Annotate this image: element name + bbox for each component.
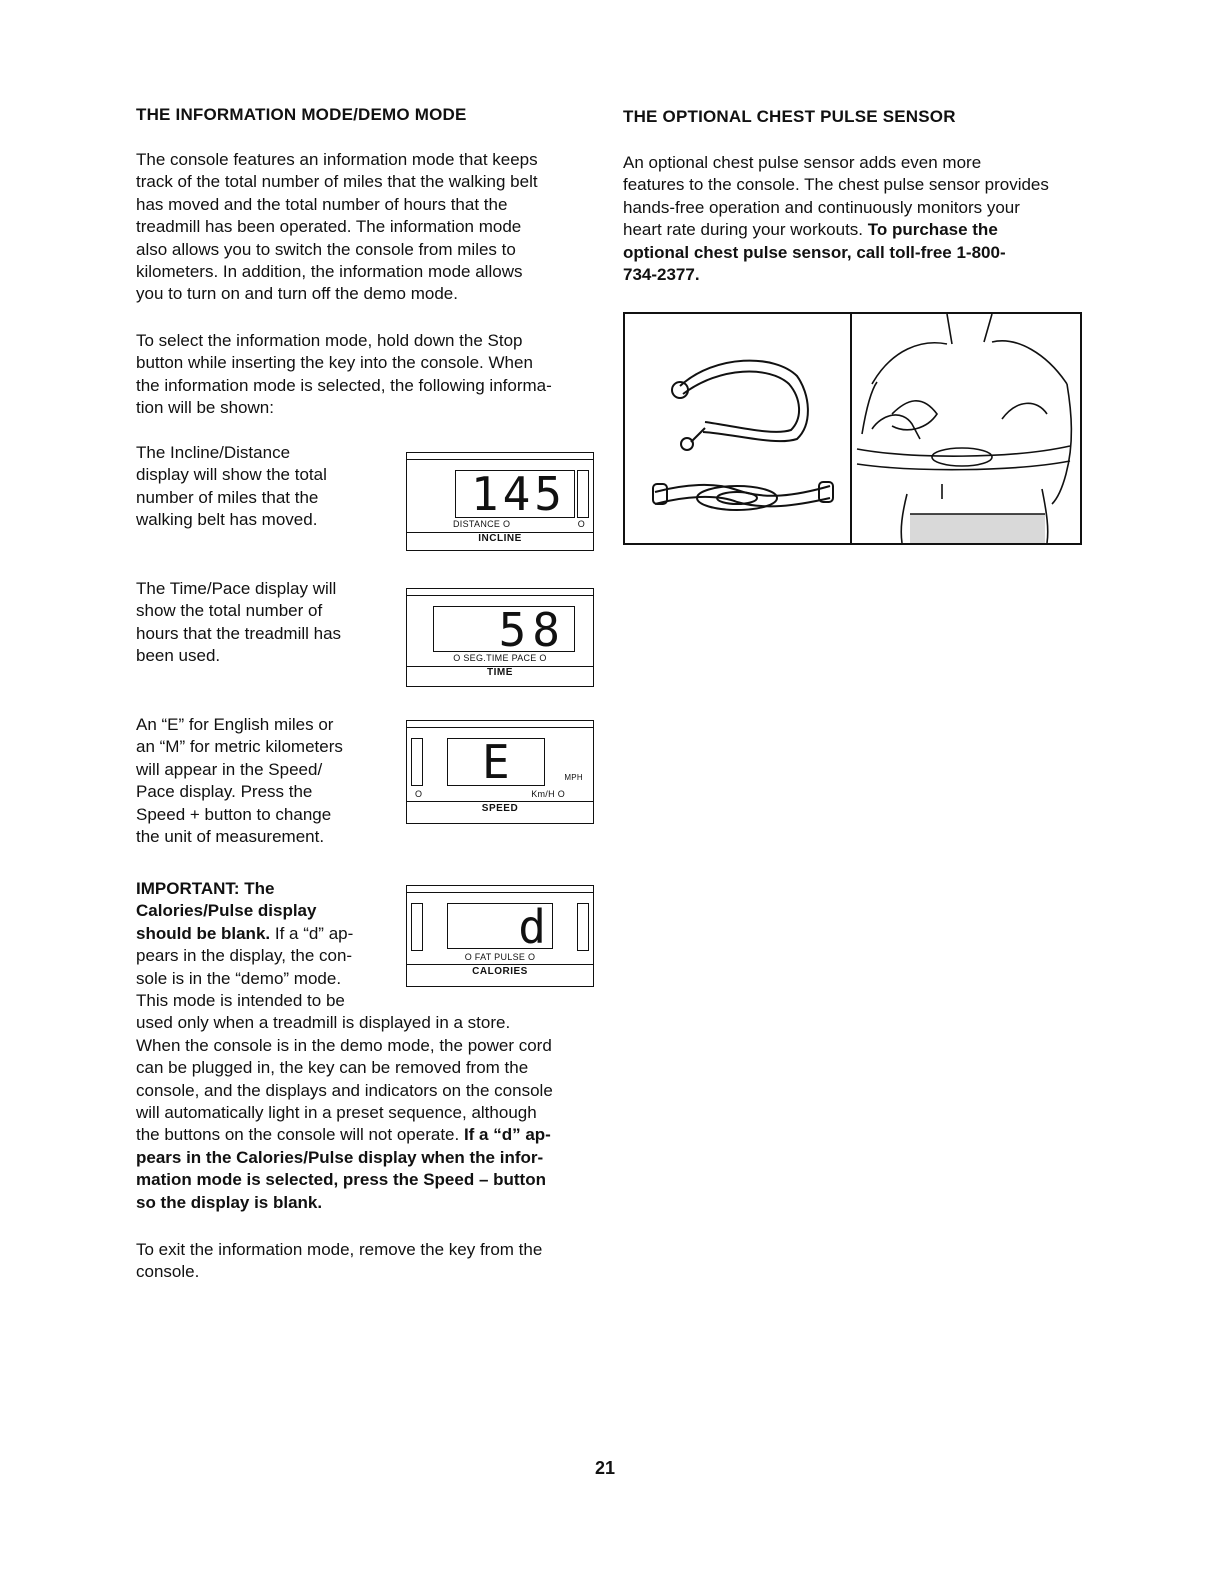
distance-display-name: INCLINE [478,533,522,544]
heading-chest-pulse-sensor: THE OPTIONAL CHEST PULSE SENSOR [623,107,956,126]
display-top-bar [407,453,593,460]
paragraph-intro [136,149,596,306]
text-line: mation mode is selected, press the Speed – button [136,1170,546,1190]
text-line: walking belt has moved. [136,510,318,530]
text-line: To select the information mode, hold down the Stop [136,331,523,350]
time-lcd-screen [433,603,575,657]
text-line: console, and the displays and indicators on the console [136,1080,553,1100]
text-line: will appear in the Speed/ [136,759,323,779]
paragraph-speed-display [136,714,396,848]
display-divider [407,801,593,802]
bold-text: If a “d” ap- [463,1125,551,1145]
text-line: optional chest pulse sensor, call toll-free 1-800- [623,242,1006,262]
text-line: number of miles that the [136,487,319,507]
calories-display-illustration [406,885,594,987]
paragraph-distance-display [136,442,391,532]
time-pace-indicator-labels: O SEG.TIME PACE O [453,653,547,663]
speed-lcd-screen [447,735,545,789]
paragraph-exit-mode [136,1239,606,1284]
text-line: tion will be shown: [136,398,274,418]
chest-strap-drawing [625,314,850,543]
calories-reading: d [518,900,546,954]
display-divider [407,964,593,965]
text-line: features to the console. The chest pulse sensor provides [623,175,1049,195]
text-line: show the total number of [136,601,323,621]
distance-display-illustration [406,452,594,551]
text-line: pears in the Calories/Pulse display when the infor- [136,1147,544,1167]
text-line [136,1124,606,1146]
display-side-bar [411,738,423,786]
text-line: been used. [136,646,221,666]
text-line: has moved and the total number of hours that the [136,194,508,214]
display-top-bar [407,589,593,596]
text-line: The Time/Pace display will [136,579,337,598]
text-line: can be plugged in, the key can be removed from the [136,1058,529,1078]
text-line: An optional chest pulse sensor adds even more [623,153,982,172]
page-number: 21 [594,1458,616,1478]
chest-pulse-sensor-illustration [623,312,1082,545]
speed-display-name: SPEED [481,803,519,814]
calories-lcd-screen [447,900,553,954]
display-top-bar [407,721,593,728]
text-line: The Incline/Distance [136,443,291,462]
text-line: sole is in the “demo” mode. [136,968,342,988]
time-display-illustration [406,588,594,687]
fat-pulse-indicator-labels: O FAT PULSE O [464,952,536,962]
person-wearing-strap-drawing [852,314,1078,543]
text-line: IMPORTANT: The [136,879,275,898]
text-line: hands-free operation and continuously monitors your [623,197,1020,217]
text-line: kilometers. In addition, the information mode allows [136,262,523,282]
text-line: used only when a treadmill is displayed in a store. [136,1013,511,1033]
text-line: button while inserting the key into the console. When [136,353,533,373]
text-line: so the display is blank. [136,1192,323,1212]
speed-indicator-left: O [415,789,423,799]
text-line: track of the total number of miles that the walking belt [136,172,538,192]
text-line: Calories/Pulse display [136,901,317,921]
text-line [623,219,1093,241]
distance-indicator-label: DISTANCE O [453,519,511,529]
display-side-bar [577,903,589,951]
speed-indicator-right: Km/H O [531,789,565,799]
text-line: an “M” for metric kilometers [136,737,343,757]
text-line: the unit of measurement. [136,827,325,847]
plain-text: If a “d” ap- [270,923,354,943]
plain-text: the buttons on the console will not operate. [136,1125,464,1145]
display-side-bar [577,470,589,518]
speed-display-illustration [406,720,594,824]
text-line: you to turn on and turn off the demo mode. [136,284,458,304]
text-line: display will show the total [136,465,327,485]
text-line: When the console is in the demo mode, the power cord [136,1035,552,1055]
text-line: also allows you to switch the console from miles to [136,239,516,259]
paragraph-chest-sensor [623,152,1093,286]
distance-reading: 145 [470,467,566,521]
paragraph-select-mode [136,330,606,420]
heading-information-mode: THE INFORMATION MODE/DEMO MODE [136,105,467,124]
text-line: To exit the information mode, remove the key from the [136,1240,543,1259]
text-line: will automatically light in a preset sequence, although [136,1103,537,1123]
text-line: The console features an information mode that keeps [136,150,538,169]
text-line: 734-2377. [623,265,700,285]
incline-indicator-label: O [577,519,585,529]
plain-text: heart rate during your workouts. [623,220,868,240]
text-line: pears in the display, the con- [136,946,353,966]
display-top-bar [407,886,593,893]
text-line: the information mode is selected, the following informa- [136,375,552,395]
time-reading: 58 [498,603,566,657]
time-display-name: TIME [487,667,513,678]
text-line: An “E” for English miles or [136,715,334,734]
text-line: console. [136,1262,200,1282]
paragraph-time-display [136,578,391,668]
text-line: hours that the treadmill has [136,623,342,643]
bold-text: To purchase the [867,220,998,240]
text-line: This mode is intended to be [136,991,345,1011]
text-line: treadmill has been operated. The information mode [136,217,522,237]
speed-unit-label: MPH [564,773,583,782]
bold-text: should be blank. [136,923,271,943]
text-line: Speed + button to change [136,804,332,824]
calories-display-name: CALORIES [472,966,528,977]
display-side-bar [411,903,423,951]
speed-reading: E [482,735,510,789]
distance-lcd-screen [455,467,575,521]
text-line: Pace display. Press the [136,782,313,802]
